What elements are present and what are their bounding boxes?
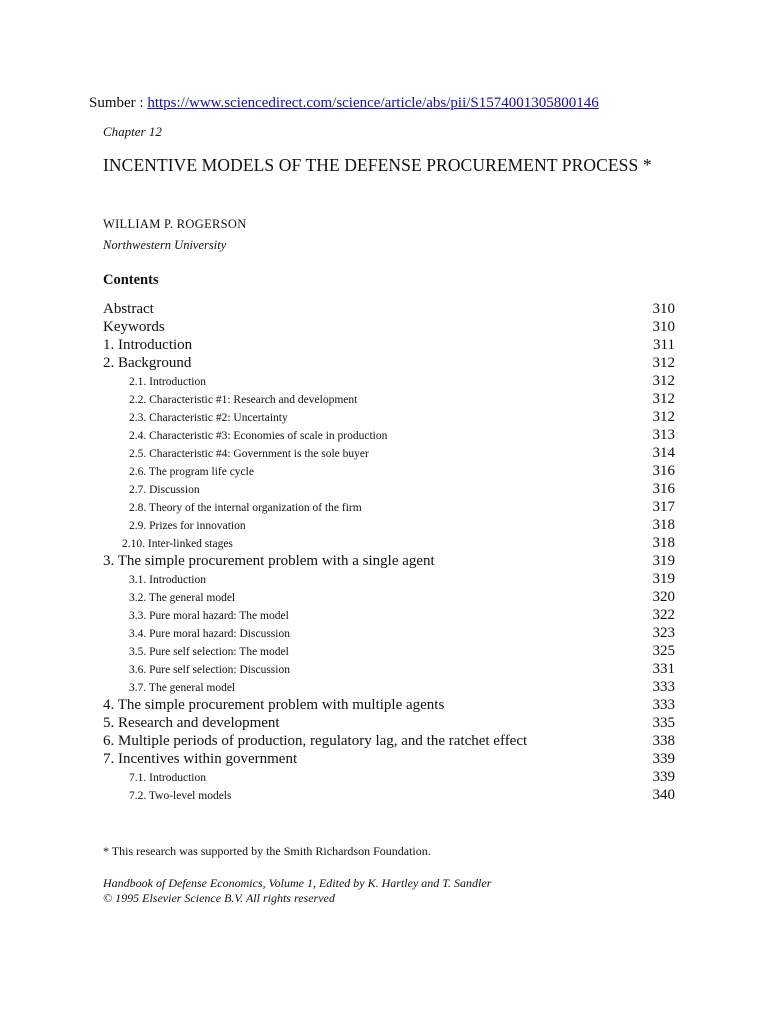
toc-entry-label: 2.1. Introduction [129, 376, 206, 388]
toc-subsection [103, 660, 675, 678]
toc-entry-label: 3.1. Introduction [129, 574, 206, 586]
toc-entry-label: 7. Incentives within government [103, 751, 298, 767]
source-line [89, 95, 599, 112]
toc-section [103, 318, 675, 336]
author-name: WILLIAM P. ROGERSON [103, 217, 247, 231]
toc-subsection [103, 408, 675, 426]
chapter-title: INCENTIVE MODELS OF THE DEFENSE PROCUREMENT PROCESS * [103, 155, 652, 175]
toc-entry-page: 318 [652, 517, 675, 533]
toc-section [103, 732, 675, 750]
toc-entry-page: 320 [652, 589, 675, 605]
toc-entry-label: 1. Introduction [103, 337, 193, 353]
toc-entry-page: 312 [652, 391, 675, 407]
toc-entry-page: 310 [652, 319, 675, 335]
toc-subsection [103, 516, 675, 534]
toc-entry-page: 310 [652, 301, 675, 317]
toc-entry-page: 339 [652, 751, 675, 767]
toc-entry-label: 3.3. Pure moral hazard: The model [129, 610, 289, 622]
toc-section [103, 354, 675, 372]
toc-subsection [103, 624, 675, 642]
toc-entry-label: 3.5. Pure self selection: The model [129, 646, 289, 658]
toc-entry-page: 316 [652, 463, 675, 479]
toc-entry-label: 3.6. Pure self selection: Discussion [129, 664, 290, 676]
toc-section [103, 750, 675, 768]
toc-entry-page: 331 [652, 661, 675, 677]
toc-subsection [103, 444, 675, 462]
toc-subsection [103, 498, 675, 516]
toc-entry-page: 319 [652, 553, 675, 569]
toc-subsection [103, 768, 675, 786]
toc-entry-page: 314 [652, 445, 675, 461]
toc-entry-page: 317 [652, 499, 675, 515]
toc-entry-label: 2. Background [103, 355, 192, 371]
toc-entry-page: 318 [652, 535, 675, 551]
toc-section [103, 696, 675, 714]
toc-entry-label: 2.4. Characteristic #3: Economies of scale in production [129, 430, 388, 442]
toc-entry-page: 323 [652, 625, 675, 641]
contents-heading: Contents [103, 272, 159, 288]
publication-info [103, 876, 491, 906]
toc-entry-label: 7.1. Introduction [129, 772, 206, 784]
source-label: Sumber : [89, 95, 148, 111]
toc-subsection [103, 480, 675, 498]
toc-entry-page: 313 [652, 427, 675, 443]
toc-subsection [103, 678, 675, 696]
publication-info-line: Handbook of Defense Economics, Volume 1, Edited by K. Hartley and T. Sandler [103, 876, 492, 890]
toc-entry-label: 2.2. Characteristic #1: Research and development [129, 394, 358, 406]
toc-entry-label: Abstract [103, 301, 154, 317]
footnote: * This research was supported by the Smith Richardson Foundation. [103, 844, 431, 858]
toc-subsection [103, 642, 675, 660]
toc-entry-page: 312 [652, 355, 675, 371]
chapter-label: Chapter 12 [103, 124, 162, 139]
toc-entry-label: 2.7. Discussion [129, 484, 200, 496]
table-of-contents [103, 300, 675, 804]
toc-entry-page: 311 [653, 337, 675, 353]
copyright-line: © 1995 Elsevier Science B.V. All rights reserved [103, 891, 335, 905]
toc-section [103, 300, 675, 318]
toc-entry-label: Keywords [103, 319, 165, 335]
toc-subsection [103, 372, 675, 390]
toc-entry-label: 2.3. Characteristic #2: Uncertainty [129, 412, 288, 424]
toc-section [103, 336, 675, 354]
toc-subsection [103, 462, 675, 480]
toc-entry-label: 5. Research and development [103, 715, 280, 731]
author-affiliation: Northwestern University [103, 238, 227, 252]
toc-entry-page: 333 [652, 679, 675, 695]
toc-subsection [103, 534, 675, 552]
source-link[interactable]: https://www.sciencedirect.com/science/article/abs/pii/S1574001305800146 [147, 95, 599, 111]
toc-entry-page: 338 [652, 733, 675, 749]
toc-entry-page: 333 [652, 697, 675, 713]
toc-entry-label: 2.6. The program life cycle [129, 466, 254, 478]
toc-entry-page: 340 [652, 787, 675, 803]
toc-subsection [103, 390, 675, 408]
toc-entry-label: 4. The simple procurement problem with multiple agents [103, 697, 445, 713]
toc-subsection [103, 588, 675, 606]
toc-entry-label: 7.2. Two-level models [129, 790, 232, 802]
toc-section [103, 714, 675, 732]
toc-subsection [103, 786, 675, 804]
toc-entry-label: 3. The simple procurement problem with a single agent [103, 553, 435, 569]
toc-subsection [103, 570, 675, 588]
toc-entry-label: 3.4. Pure moral hazard: Discussion [129, 628, 290, 640]
toc-entry-label: 3.7. The general model [129, 682, 236, 694]
toc-entry-page: 319 [652, 571, 675, 587]
toc-entry-page: 316 [652, 481, 675, 497]
toc-entry-page: 312 [652, 409, 675, 425]
toc-entry-page: 325 [652, 643, 675, 659]
toc-entry-page: 322 [652, 607, 675, 623]
toc-entry-page: 339 [652, 769, 675, 785]
toc-entry-label: 2.9. Prizes for innovation [129, 520, 246, 532]
toc-entry-label: 2.5. Characteristic #4: Government is the sole buyer [129, 448, 369, 460]
toc-entry-label: 3.2. The general model [129, 592, 236, 604]
toc-subsection [103, 606, 675, 624]
toc-entry-label: 2.10. Inter-linked stages [122, 538, 233, 550]
toc-section [103, 552, 675, 570]
toc-subsection [103, 426, 675, 444]
toc-entry-label: 2.8. Theory of the internal organization of the firm [129, 502, 362, 514]
toc-entry-page: 335 [652, 715, 675, 731]
toc-entry-page: 312 [652, 373, 675, 389]
toc-entry-label: 6. Multiple periods of production, regulatory lag, and the ratchet effect [103, 733, 528, 749]
